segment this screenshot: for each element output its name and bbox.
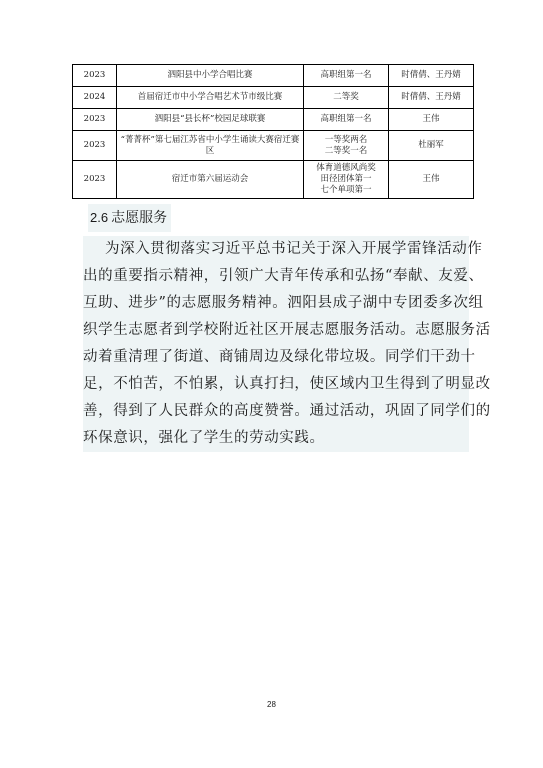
name-cell: 王伟 [389,161,474,199]
paragraph-line: 为深入贯彻落实习近平总书记关于深入开展学雷锋活动作 [105,241,483,257]
name-cell: 时倩倩、王丹婧 [389,65,474,87]
award-line: 田径团体第一 [320,174,372,184]
award-cell [304,131,389,161]
name-cell: 杜丽军 [389,131,474,161]
award-line: 一等奖两名 [324,134,368,145]
table-row [73,161,474,199]
table-row [73,87,474,109]
name-cell: 时倩倩、王丹婧 [389,87,474,109]
award-cell [304,109,389,131]
year-cell: 2023 [73,109,117,131]
paragraph-line: 动着重清理了街道、商铺周边及绿化带垃圾。同学们干劲十 [83,349,476,365]
year-cell: 2024 [73,87,117,109]
paragraph-line: 环保意识，强化了学生的劳动实践。 [83,430,325,446]
year-cell: 2023 [73,131,117,161]
award-line: 七个单项第一 [320,185,372,195]
paragraph-line: 出的重要指示精神，引领广大青年传承和弘扬“奉献、友爱、 [83,268,484,284]
paragraph-line: 织学生志愿者到学校附近社区开展志愿服务活动。志愿服务活 [83,322,491,338]
table-row [73,65,474,87]
awards-table [72,64,474,199]
section-title: 志愿服务 [111,210,168,226]
section-heading [88,204,171,232]
body-paragraph [83,236,491,452]
name-cell: 王伟 [389,109,474,131]
award-line: 高职组第一名 [320,114,372,124]
award-cell [304,65,389,87]
award-line: 高职组第一名 [320,70,372,80]
section-number: 2.6 [90,210,109,225]
award-cell [304,161,389,199]
event-cell: “菁菁杯”第七届江苏省中小学生诵读大赛宿迁赛区 [117,131,304,161]
award-cell [304,87,389,109]
event-cell: 泗阳县“县长杯”校园足球联赛 [117,109,304,131]
year-cell: 2023 [73,65,117,87]
paragraph-line: 善，得到了人民群众的高度赞誉。通过活动，巩固了同学们的 [83,403,491,419]
award-line: 二等奖 [333,92,359,102]
table-row [73,109,474,131]
award-line: 二等奖一名 [324,145,368,156]
event-cell: 首届宿迁市中小学合唱艺术节市级比赛 [117,87,304,109]
award-line: 体育道德风尚奖 [316,163,376,173]
year-cell: 2023 [73,161,117,199]
paragraph-line: 足，不怕苦，不怕累，认真打扫，使区域内卫生得到了明显改 [83,376,491,392]
table-row [73,131,474,161]
page-number: 28 [267,700,276,709]
event-cell: 宿迁市第六届运动会 [117,161,304,199]
event-cell: 泗阳县中小学合唱比赛 [117,65,304,87]
paragraph-line: 互助、进步”的志愿服务精神。泗阳县成子湖中专团委多次组 [83,295,484,311]
